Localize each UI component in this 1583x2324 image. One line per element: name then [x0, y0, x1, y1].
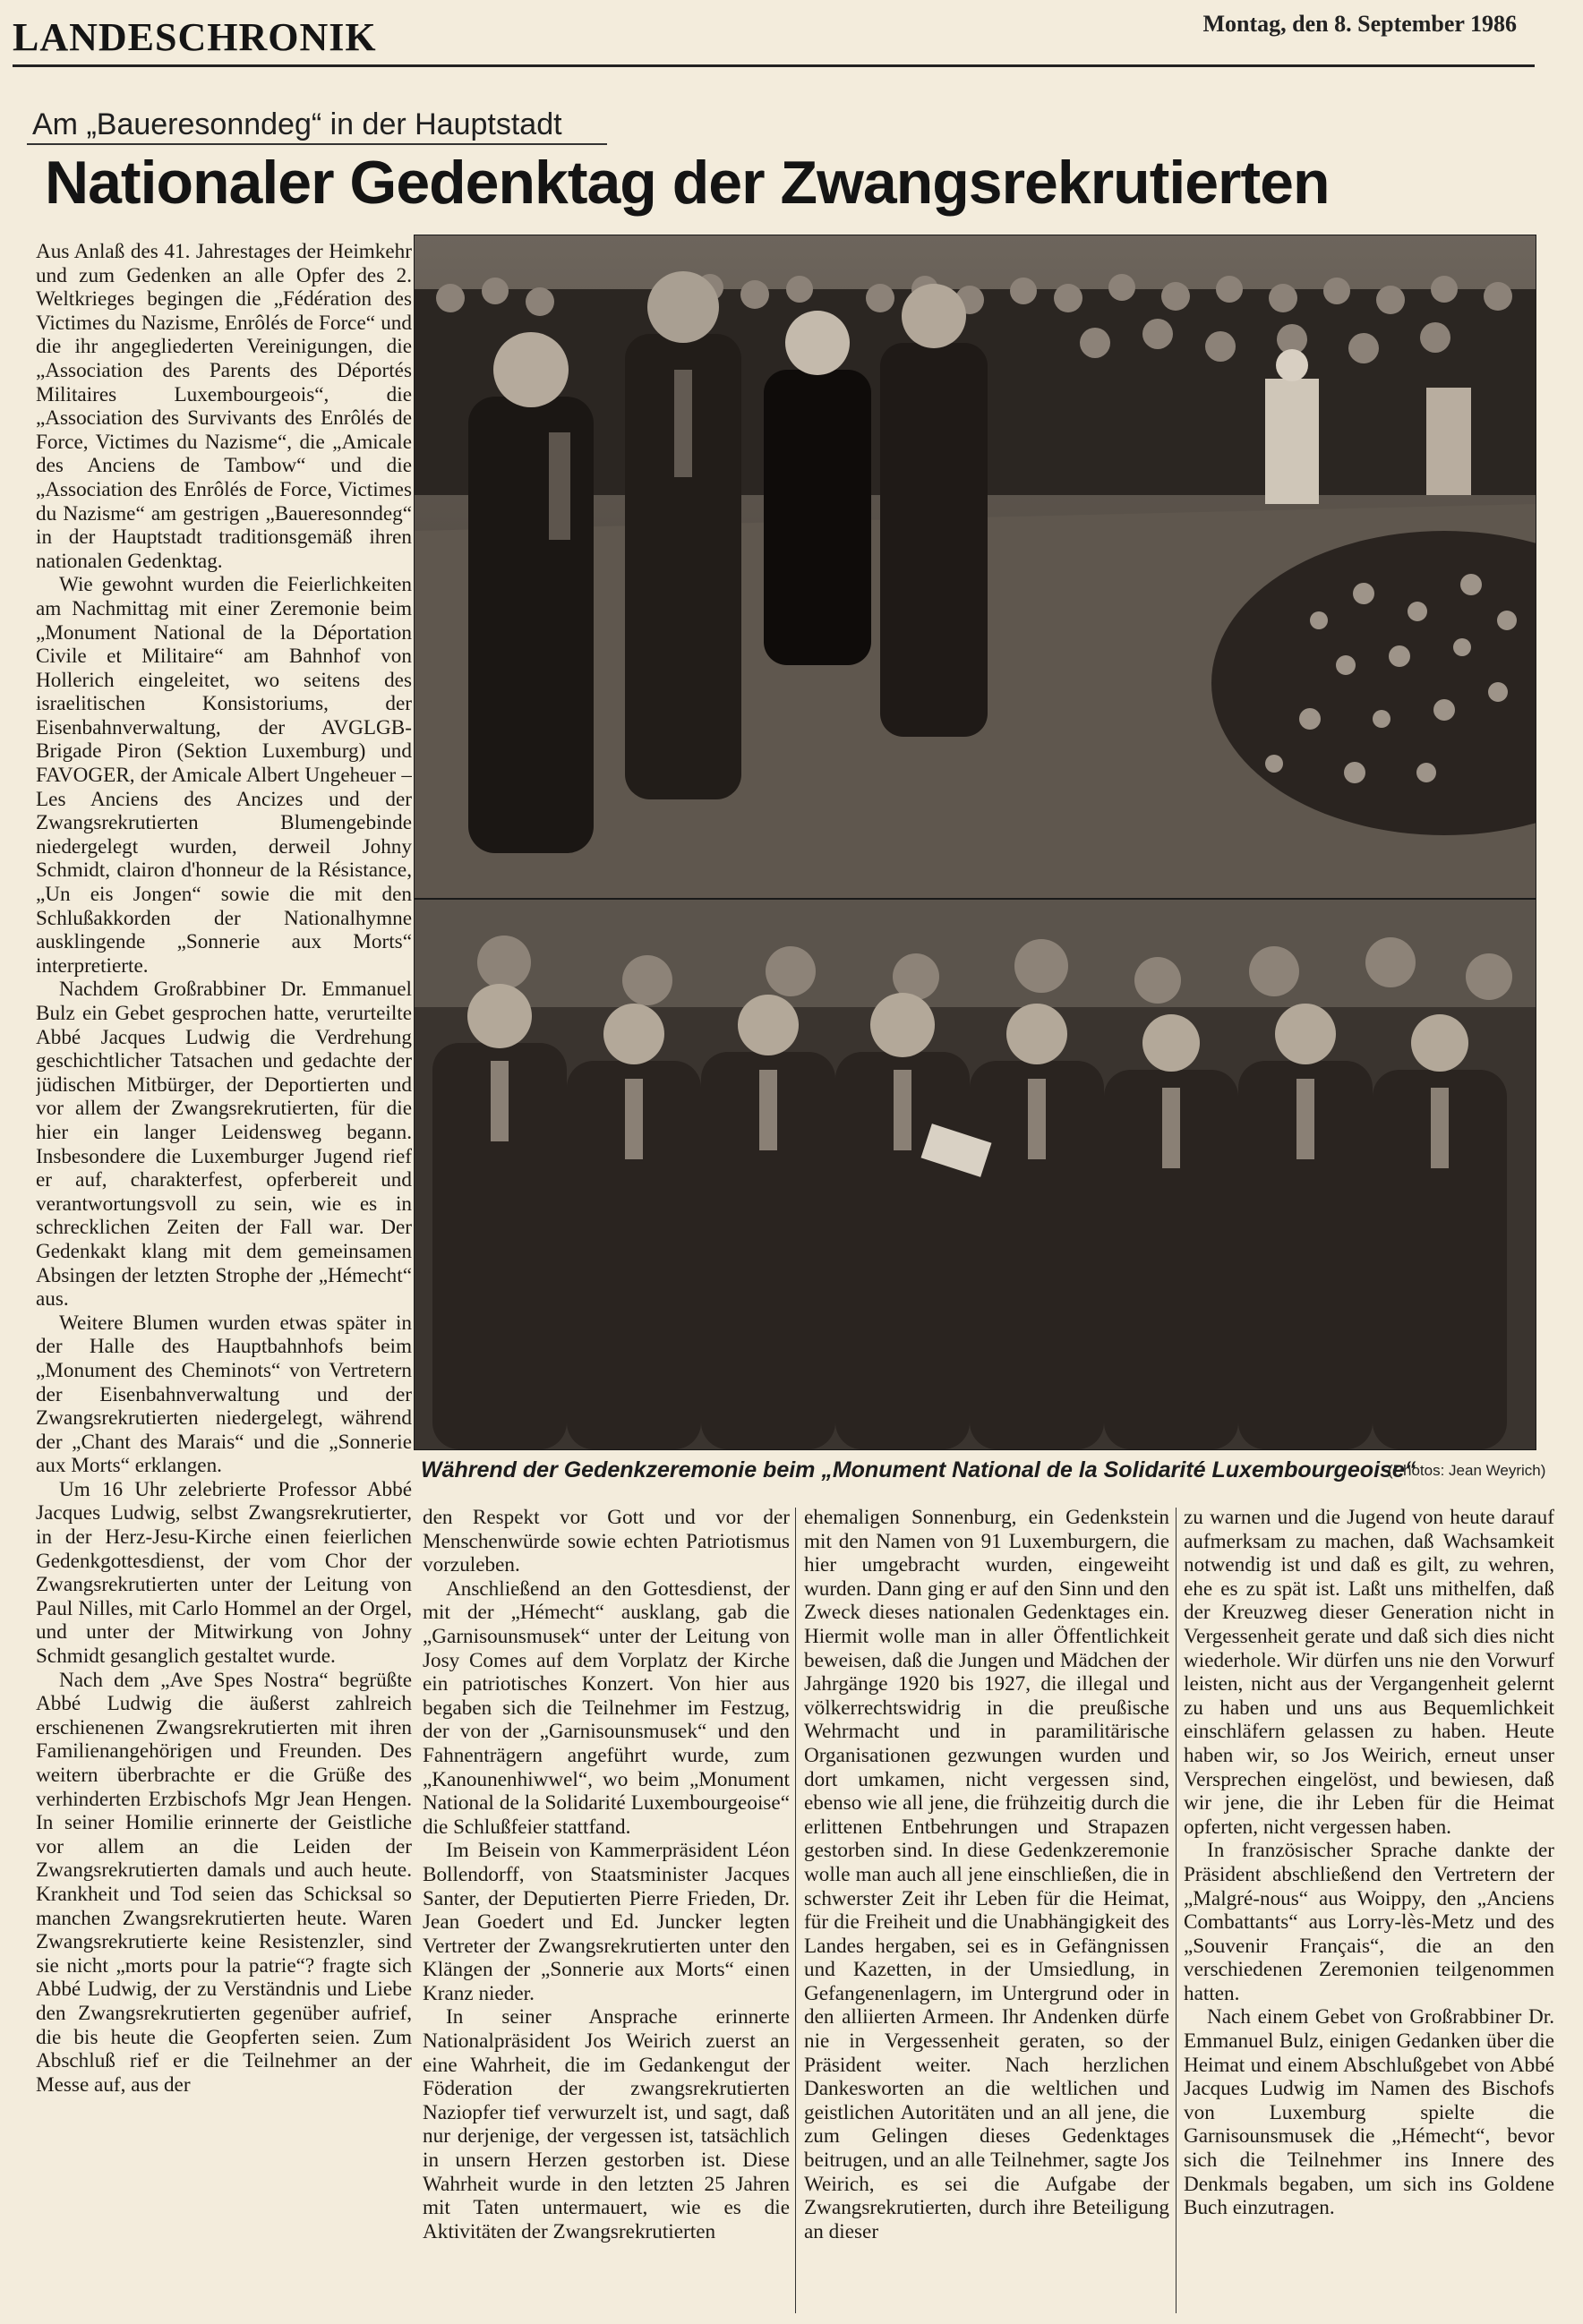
paragraph: Weitere Blumen wurden etwas später in der Halle des Hauptbahnhofs beim „Monument des Cheminots“ von Vertretern der Eisenbahnverwaltung und der Zwangsrekrutierten niedergelegt, während der „Chant des Marais“ und die „Sonnerie aux Morts“ erklangen.	[36, 1311, 412, 1478]
masthead	[13, 9, 1535, 67]
photo-credit: (Photos: Jean Weyrich)	[1388, 1462, 1546, 1479]
photo-caption: Während der Gedenkzeremonie beim „Monument National de la Solidarité Luxembourgeoise“	[421, 1457, 1416, 1482]
text-column-1	[36, 240, 412, 2324]
paragraph: Aus Anlaß des 41. Jahrestages der Heimkehr und zum Gedenken an alle Opfer des 2. Weltkrieges begingen die „Fédération des Victimes du Nazisme, Enrôlés de Force“ und die ihr angegliederten Vereinigungen, die „Association des Parents des Déportés Militaires Luxembourgeois“, die „Association des Survivants des Enrôlés de Force, Victimes du Nazisme“, die „Amicale des Anciens de Tambow“ und die „Association des Enrôlés de Force, Victimes du Nazisme“ am gestrigen „Baueresonndeg“ in der Hauptstadt traditionsgemäß ihren nationalen Gedenktag.	[36, 240, 412, 573]
column-divider	[795, 1508, 796, 2313]
section-title: LANDESCHRONIK	[13, 15, 377, 59]
photo-group-ceremony	[414, 899, 1536, 1450]
paragraph: Nach dem „Ave Spes Nostra“ begrüßte Abbé Ludwig die äußerst zahlreich erschienenen Zwangsrekrutierten mit ihren Familienangehörigen und Freunden. Des weitern überbrachte er die Grüße des verhinderten Erzbischofs Mgr Jean Hengen. In seiner Homilie erinnerte der Geistliche vor allem an die Leiden der Zwangsrekrutierten damals und auch heute. Krankheit und Tod seien das Schicksal so manchen Zwangsrekrutierten heute. Waren Zwangsrekrutierte keine Resistenzler, sind sie nicht „morts pour la patrie“? fragte sich Abbé Ludwig, der zu Verständnis und Liebe den Zwangsrekrutierten gegenüber aufrief, die bis heute die Geopferten seien. Zum Abschluß rief er die Teilnehmer an der Messe auf, aus der	[36, 1668, 412, 2097]
paragraph: den Respekt vor Gott und vor der Menschenwürde sowie echten Patriotismus vorzuleben.	[423, 1506, 790, 1577]
text-column-3	[804, 1506, 1169, 2324]
text-column-4	[1184, 1506, 1554, 2324]
paragraph: Anschließend an den Gottesdienst, der mit der „Hémecht“ ausklang, gab die „Garnisounsmusek“ unter der Leitung von Josy Comes auf dem Vorplatz der Kirche ein patriotisches Konzert. Von hier aus begaben sich die Teilnehmer im Festzug, der von der „Garnisounsmusek“ und den Fahnenträgern angeführt wurde, zum „Kanounenhiwwel“, wo beim „Monument National de la Solidarité Luxembourgeoise“ die Schlußfeier stattfand.	[423, 1576, 790, 1839]
photo-wreath-laying	[414, 235, 1536, 899]
paragraph: In französischer Sprache dankte der Präsident abschließend den Vertretern der „Malgré-nous“ aus Woippy, den „Anciens Combattants“ aus Lorry-lès-Metz und des „Souvenir Français“, die an den verschiedenen Zeremonien teilgenommen hatten.	[1184, 1839, 1554, 2005]
paragraph: ehemaligen Sonnenburg, ein Gedenkstein mit den Namen von 91 Luxemburgern, die hier umgebracht wurden, eingeweiht wurden. Dann ging er auf den Sinn und den Zweck dieses nationalen Gedenktages ein. Hiermit wolle man in aller Öffentlichkeit beweisen, daß die Jungen und Mädchen der Jahrgänge 1920 bis 1927, die illegal und völkerrechtswidrig in die preußische Wehrmacht und in paramilitärische Organisationen gezwungen wurden und dort umkamen, nicht vergessen sind, ebenso wie all jene, die frühzeitig durch die erlittenen Entbehrungen und Strapazen gestorben sind. In diese Gedenkzeremonie wolle man auch all jene einschließen, die in schwerster Zeit ihr Leben für die Heimat, für die Freiheit und die Unabhängigkeit des Landes hergaben, sei es in Gefängnissen und Kazetten, in der Umsiedlung, in Gefangenenlagern, im Untergrund oder in den alliierten Armeen. Ihr Andenken dürfe nie in Vergessenheit geraten, so der Präsident weiter. Nach herzlichen Dankesworten an die weltlichen und geistlichen Autoritäten und an all jene, die zum Gelingen dieses Gedenktages beitrugen, und an alle Teilnehmer, sagte Jos Weirich, es sei die Aufgabe der Zwangsrekrutierten, durch ihre Beteiligung an dieser	[804, 1506, 1169, 2243]
paragraph: Um 16 Uhr zelebrierte Professor Abbé Jacques Ludwig, selbst Zwangsrekrutierter, in der Herz-Jesu-Kirche einen feierlichen Gedenkgottesdienst, der vom Chor der Zwangsrekrutierten unter der Leitung von Paul Nilles, mit Carlo Hommel an der Orgel, und unter der Mitwirkung von Johny Schmidt gesanglich gestaltet wurde.	[36, 1477, 412, 1669]
text-column-2	[423, 1506, 790, 2324]
paragraph: Nachdem Großrabbiner Dr. Emmanuel Bulz ein Gebet gesprochen hatte, verurteilte Abbé Jacques Ludwig die Verdrehung geschichtlicher Tatsachen und gedachte der jüdischen Mitbürger, der Deportierten und vor allem der Zwangsrekrutierten, für die hier ein langer Leidensweg begann. Insbesondere die Luxemburger Jugend rief er auf, charakterfest, opferbereit und verantwortungsvoll zu sein, wie es in schrecklichen Zeiten der Fall war. Der Gedenkakt klang mit dem gemeinsamen Absingen der letzten Strophe der „Hémecht“ aus.	[36, 978, 412, 1312]
paragraph: zu warnen und die Jugend von heute darauf aufmerksam zu machen, daß Wachsamkeit notwendig ist und daß es gilt, zu wehren, ehe es zu spät ist. Laßt uns mithelfen, daß der Kreuzweg dieser Generation nicht in Vergessenheit gerate und daß sich dies nicht wiederhole. Wir dürfen uns nie den Vorwurf leisten, nicht aus der Vergangenheit gelernt zu haben und uns aus Bequemlichkeit einschläfern gelassen zu haben. Heute haben wir, so Jos Weirich, erneut unser Versprechen eingelöst, und bewiesen, daß wir jene, die ihr Leben für die Heimat opferten, nicht vergessen haben.	[1184, 1506, 1554, 1839]
issue-date: Montag, den 8. September 1986	[1202, 11, 1517, 37]
paragraph: Wie gewohnt wurden die Feierlichkeiten am Nachmittag mit einer Zeremonie beim „Monument National de la Déportation Civile et Militaire“ am Bahnhof von Hollerich eingeleitet, wo seitens des israelitischen Konsistoriums, der Eisenbahnverwaltung, der AVGLGB-Brigade Piron (Sektion Luxemburg) und FAVOGER, der Amicale Albert Ungeheuer – Les Anciens des Ancizes und der Zwangsrekrutierten Blumengebinde niedergelegt wurden, derweil Johny Schmidt, clairon d'honneur de la Résistance, „Un eis Jongen“ sowie die mit den Schlußakkorden der Nationalhymne ausklingende „Sonnerie aux Morts“ interpretierte.	[36, 573, 412, 978]
column-divider	[1176, 1508, 1177, 2313]
overline-box	[27, 107, 607, 145]
paragraph: In seiner Ansprache erinnerte Nationalpräsident Jos Weirich zuerst an eine Wahrheit, die im Gedankengut der Föderation der zwangsrekrutierten Naziopfer tief verwurzelt ist, und sagt, daß nur derjenige, der vergessen ist, tatsächlich in unsern Herzen gestorben ist. Diese Wahrheit wurde in den letzten 25 Jahren mit Taten untermauert, wie es die Aktivitäten der Zwangsrekrutierten	[423, 2005, 790, 2243]
article-overline: Am „Baueresonndeg“ in der Hauptstadt	[32, 107, 562, 141]
paragraph: Im Beisein von Kammerpräsident Léon Bollendorff, von Staatsminister Jacques Santer, der Deputierten Pierre Frieden, Dr. Jean Goedert und Ed. Juncker legten Vertreter der Zwangsrekrutierten unter den Klängen der „Sonnerie aux Morts“ einen Kranz nieder.	[423, 1839, 790, 2005]
paragraph: Nach einem Gebet von Großrabbiner Dr. Emmanuel Bulz, einigen Gedanken über die Heimat und einem Abschlußgebet von Abbé Jacques Ludwig im Namen des Bischofs von Luxemburg spielte die Garnisounsmusek die „Hémecht“, bevor sich die Teilnehmer ins Innere des Denkmals begaben, um sich ins Goldene Buch einzutragen.	[1184, 2005, 1554, 2220]
article-headline: Nationaler Gedenktag der Zwangsrekrutierten	[45, 149, 1330, 217]
